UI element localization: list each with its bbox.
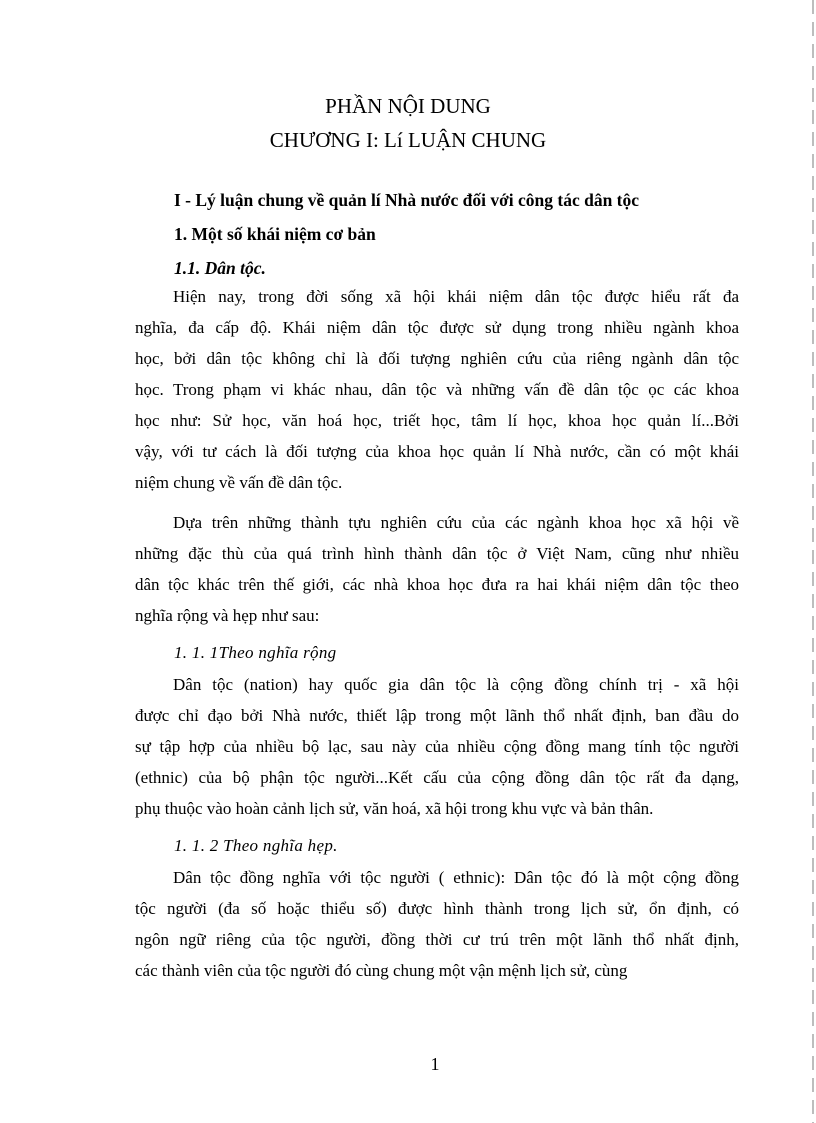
paragraph-line: niệm chung về vấn đề dân tộc. (135, 473, 343, 492)
page-edge-mark (812, 0, 814, 1123)
paragraph-line: phụ thuộc vào hoàn cảnh lịch sử, văn hoá, xã hội trong khu vực và bản thân. (135, 799, 654, 818)
paragraph-line: nghĩa rộng và hẹp như sau: (135, 606, 320, 625)
paragraph-line: học. Trong phạm vi khác nhau, dân tộc và những vấn đề dân tộc ọc các khoa (135, 380, 739, 399)
page-number: 1 (430, 1054, 440, 1074)
paragraph-line: Hiện nay, trong đời sống xã hội khái niệm dân tộc được hiểu rất đa (173, 287, 739, 306)
subheading-broad-sense: 1. 1. 1Theo nghĩa rộng (174, 643, 337, 662)
paragraph-line: vậy, với tư cách là đối tượng của khoa học quản lí Nhà nước, cần có một khái (135, 442, 739, 461)
paragraph-4 (135, 862, 739, 986)
page-title: PHẦN NỘI DUNG (325, 94, 491, 118)
paragraph-line: Dựa trên những thành tựu nghiên cứu của các ngành khoa học xã hội về (173, 513, 739, 532)
paragraph-line: học, bởi dân tộc không chỉ là đối tượng nghiên cứu của riêng ngành dân tộc (135, 349, 739, 368)
subheading-narrow-sense: 1. 1. 2 Theo nghĩa hẹp. (174, 836, 338, 855)
chapter-title: CHƯƠNG I: Lí LUẬN CHUNG (269, 128, 547, 152)
paragraph-line: Dân tộc đồng nghĩa với tộc người ( ethnic): Dân tộc đó là một cộng đồng (173, 868, 739, 887)
subsubsection-heading: 1.1. Dân tộc. (174, 258, 266, 278)
paragraph-line: nghĩa, đa cấp độ. Khái niệm dân tộc được sử dụng trong nhiều ngành khoa (135, 318, 739, 337)
paragraph-line: học như: Sử học, văn hoá học, triết học, tâm lí học, khoa học quản lí...Bởi (135, 411, 739, 430)
paragraph-line: sự tập hợp của nhiều bộ lạc, sau này của nhiều cộng đồng mang tính tộc người (135, 737, 739, 756)
subsection-heading: 1. Một số khái niệm cơ bản (174, 224, 376, 244)
paragraph-line: (ethnic) của bộ phận tộc người...Kết cấu của cộng đồng dân tộc rất đa dạng, (135, 768, 739, 787)
paragraph-line: tộc người (đa số hoặc thiểu số) được hình thành trong lịch sử, ổn định, có (135, 899, 739, 918)
section-heading: I - Lý luận chung về quản lí Nhà nước đối với công tác dân tộc (174, 190, 640, 210)
paragraph-line: Dân tộc (nation) hay quốc gia dân tộc là cộng đồng chính trị - xã hội (173, 675, 739, 694)
paragraph-line: các thành viên của tộc người đó cùng chung một vận mệnh lịch sử, cùng (135, 961, 628, 980)
paragraph-line: được chỉ đạo bởi Nhà nước, thiết lập trong một lãnh thổ nhất định, ban đầu do (135, 706, 739, 725)
paragraph-line: những đặc thù của quá trình hình thành dân tộc ở Việt Nam, cũng như nhiều (135, 544, 739, 563)
paragraph-2 (135, 507, 739, 631)
paragraph-1 (135, 281, 739, 498)
paragraph-3 (135, 669, 739, 824)
paragraph-line: ngôn ngữ riêng của tộc người, đồng thời cư trú trên một lãnh thổ nhất định, (135, 930, 739, 949)
paragraph-line: dân tộc khác trên thế giới, các nhà khoa học đưa ra hai khái niệm dân tộc theo (135, 575, 739, 594)
